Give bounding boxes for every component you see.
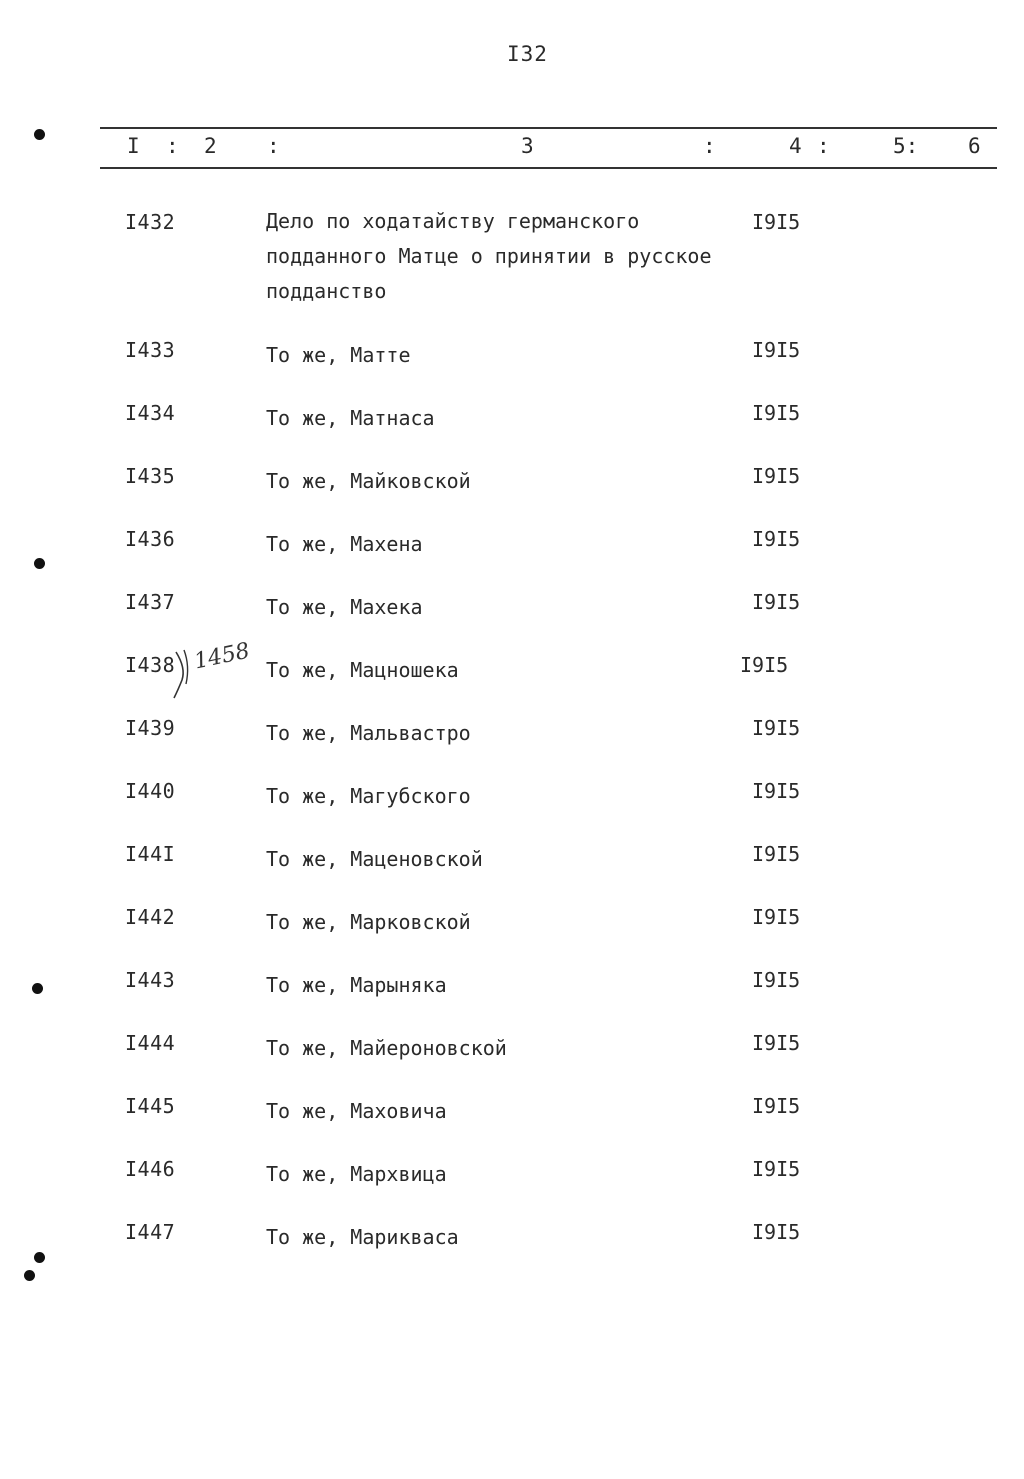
- row-year: I9I5: [752, 1157, 801, 1181]
- header-bottom-rule: [100, 167, 997, 169]
- row-year: I9I5: [752, 1031, 801, 1055]
- row-title: То же, Мальвастро: [266, 721, 471, 745]
- row-number: I435: [125, 464, 176, 488]
- row-title: То же, Марыняка: [266, 973, 447, 997]
- row-number: I446: [125, 1157, 176, 1181]
- row-year: I9I5: [752, 401, 801, 425]
- header-top-rule: [100, 127, 997, 129]
- row-title: Дело по ходатайству германского подданного Матце о принятии в русское подданство: [266, 209, 712, 303]
- row-title: То же, Марковской: [266, 910, 471, 934]
- row-title: То же, Магубского: [266, 784, 471, 808]
- row-number: I443: [125, 968, 176, 992]
- header-sep-4: :: [817, 134, 830, 158]
- row-year: I9I5: [752, 527, 801, 551]
- header-col-6: 6: [968, 134, 981, 158]
- header-sep-2: :: [267, 134, 280, 158]
- page-number: I32: [507, 42, 548, 66]
- row-number: I444: [125, 1031, 176, 1055]
- punch-hole: [24, 1270, 35, 1281]
- row-number: I442: [125, 905, 176, 929]
- row-year: I9I5: [752, 210, 801, 234]
- row-number: I445: [125, 1094, 176, 1118]
- row-number: I440: [125, 779, 176, 803]
- row-year: I9I5: [752, 779, 801, 803]
- handwritten-annotation: [172, 638, 252, 700]
- row-title: То же, Марикваса: [266, 1225, 459, 1249]
- header-col-4: 4: [789, 134, 802, 158]
- row-title: То же, Майковской: [266, 469, 471, 493]
- row-title: То же, Маховича: [266, 1099, 447, 1123]
- row-number: I432: [125, 210, 176, 234]
- row-title: То же, Мацношека: [266, 658, 459, 682]
- row-title: То же, Маценовской: [266, 847, 483, 871]
- row-number: I438: [125, 653, 176, 677]
- row-title: То же, Махена: [266, 532, 423, 556]
- punch-hole: [34, 558, 45, 569]
- row-year: I9I5: [752, 842, 801, 866]
- row-title: То же, Майероновской: [266, 1036, 507, 1060]
- row-year: I9I5: [752, 464, 801, 488]
- row-year: I9I5: [752, 338, 801, 362]
- row-title: То же, Матте: [266, 343, 411, 367]
- row-number: I437: [125, 590, 176, 614]
- header-col-2: 2: [204, 134, 217, 158]
- row-number: I447: [125, 1220, 176, 1244]
- row-title: То же, Махека: [266, 595, 423, 619]
- header-col-1: I: [127, 134, 140, 158]
- punch-hole: [34, 129, 45, 140]
- row-title: То же, Матнаса: [266, 406, 435, 430]
- annotation-number: 1458: [192, 638, 252, 675]
- row-year: I9I5: [752, 1094, 801, 1118]
- row-year: I9I5: [740, 653, 789, 677]
- row-year: I9I5: [752, 1220, 801, 1244]
- header-sep-1: :: [166, 134, 179, 158]
- row-number: I436: [125, 527, 176, 551]
- row-number: I439: [125, 716, 176, 740]
- punch-hole: [32, 983, 43, 994]
- row-number: I433: [125, 338, 176, 362]
- row-year: I9I5: [752, 590, 801, 614]
- row-number: I434: [125, 401, 176, 425]
- row-number: I44I: [125, 842, 176, 866]
- header-col-5: 5:: [893, 134, 919, 158]
- header-col-3: 3: [521, 134, 534, 158]
- row-title: То же, Мархвица: [266, 1162, 447, 1186]
- row-year: I9I5: [752, 905, 801, 929]
- row-year: I9I5: [752, 968, 801, 992]
- row-year: I9I5: [752, 716, 801, 740]
- header-sep-3: :: [703, 134, 716, 158]
- punch-hole: [34, 1252, 45, 1263]
